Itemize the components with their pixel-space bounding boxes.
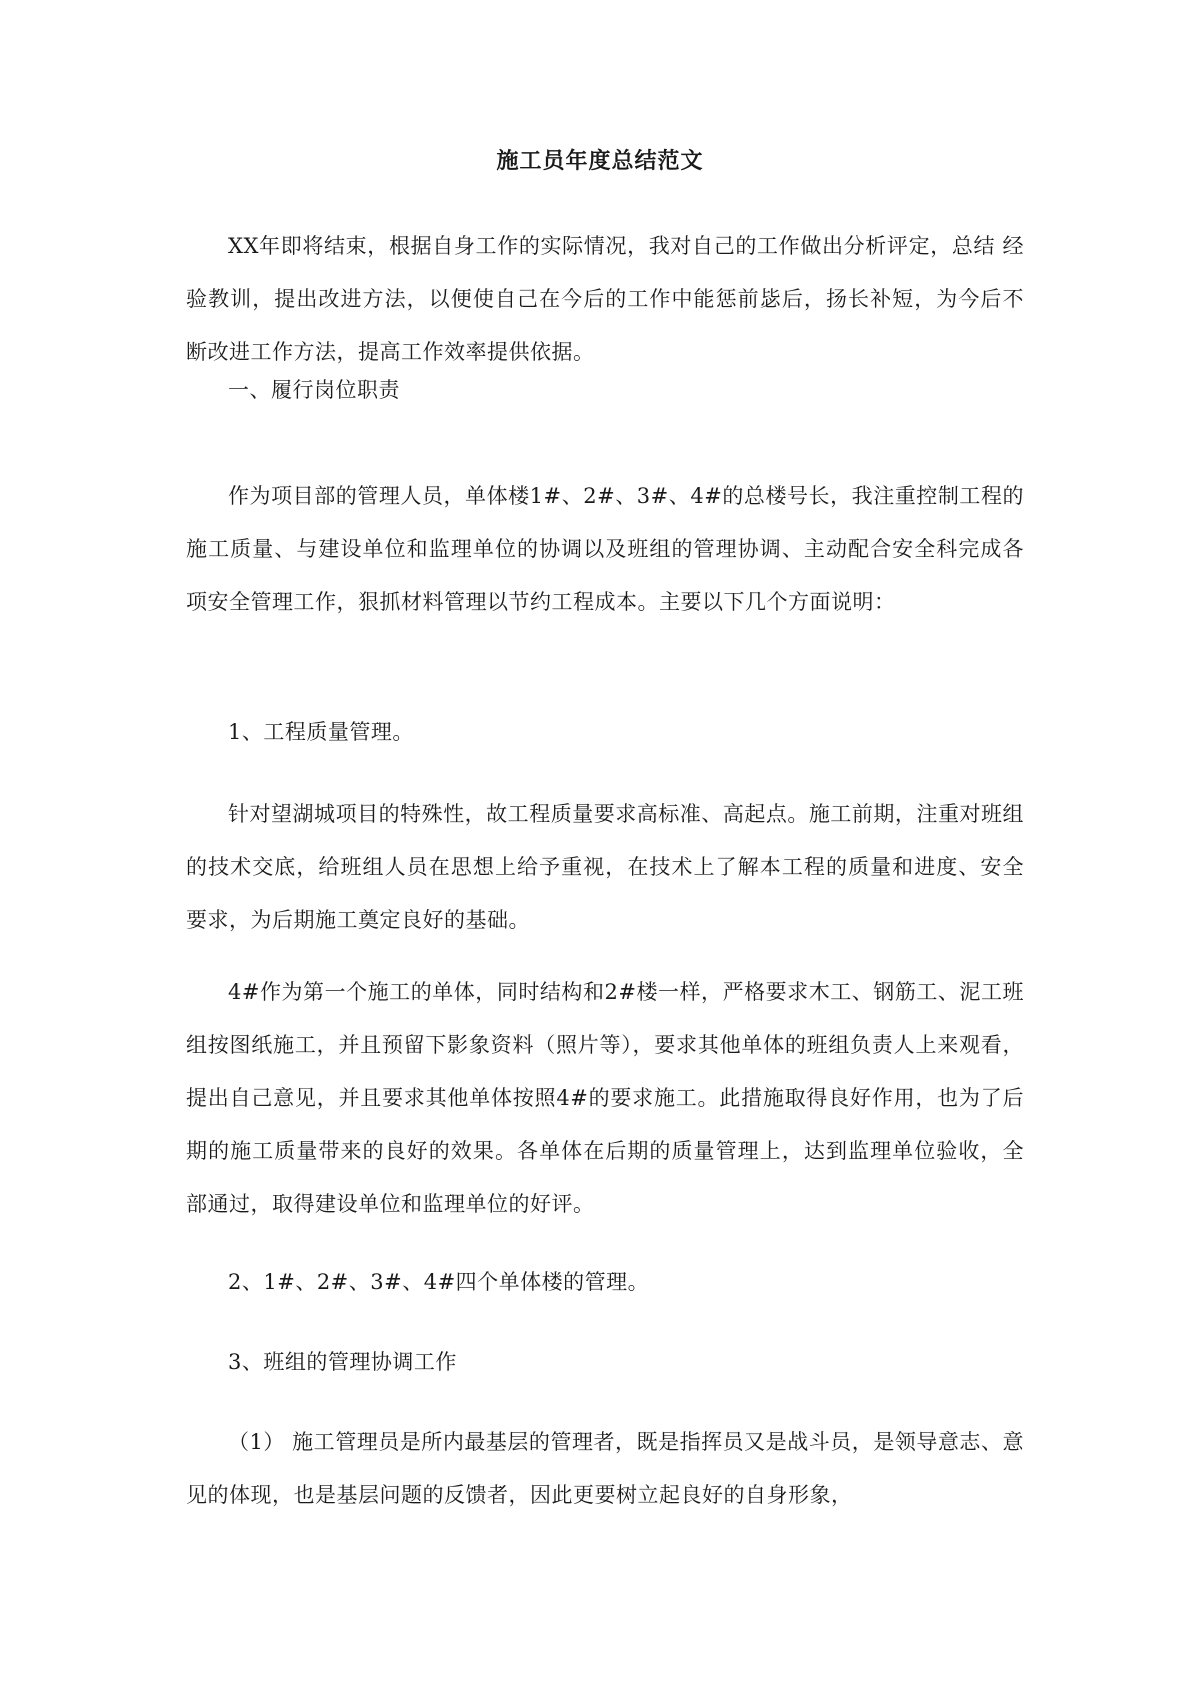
item-heading-quality: 1、工程质量管理。: [228, 720, 414, 744]
item-paragraph-quality-a: 针对望湖城项目的特殊性，故工程质量要求高标准、高起点。施工前期，注重对班组的技术交底，给班组人员在思想上给予重视，在技术上了解本工程的质量和进度、安全要求，为后期施工奠定良好的基础。: [186, 802, 1024, 932]
item-heading-team-coordination: 3、班组的管理协调工作: [228, 1350, 457, 1374]
section-heading-duties: 一、履行岗位职责: [228, 378, 400, 402]
intro-paragraph: XX年即将结束，根据自身工作的实际情况，我对自己的工作做出分析评定，总结 经验教训，提出改进方法，以便使自己在今后的工作中能惩前毖后，扬长补短，为今后不断改进工作方法，提高工作效率提供依据。: [186, 234, 1024, 364]
item-paragraph-quality-b: 4#作为第一个施工的单体，同时结构和2#楼一样，严格要求木工、钢筋工、泥工班组按图纸施工，并且预留下影象资料（照片等），要求其他单体的班组负责人上来观看，提出自己意见，并且要求其他单体按照4#的要求施工。此措施取得良好作用，也为了后期的施工质量带来的良好的效果。各单体在后期的质量管理上，达到监理单位验收，全部通过，取得建设单位和监理单位的好评。: [186, 980, 1025, 1216]
document-title: 施工员年度总结范文: [496, 148, 704, 174]
section-paragraph-duties: 作为项目部的管理人员，单体楼1#、2#、3#、4#的总楼号长，我注重控制工程的施工质量、与建设单位和监理单位的协调以及班组的管理协调、主动配合安全科完成各项安全管理工作，狠抓材料管理以节约工程成本。主要以下几个方面说明：: [186, 484, 1024, 614]
item-paragraph-team-coordination: （1） 施工管理员是所内最基层的管理者，既是指挥员又是战斗员，是领导意志、意见的体现，也是基层问题的反馈者，因此更要树立起良好的自身形象，: [186, 1430, 1024, 1507]
item-heading-buildings: 2、1#、2#、3#、4#四个单体楼的管理。: [228, 1270, 650, 1294]
